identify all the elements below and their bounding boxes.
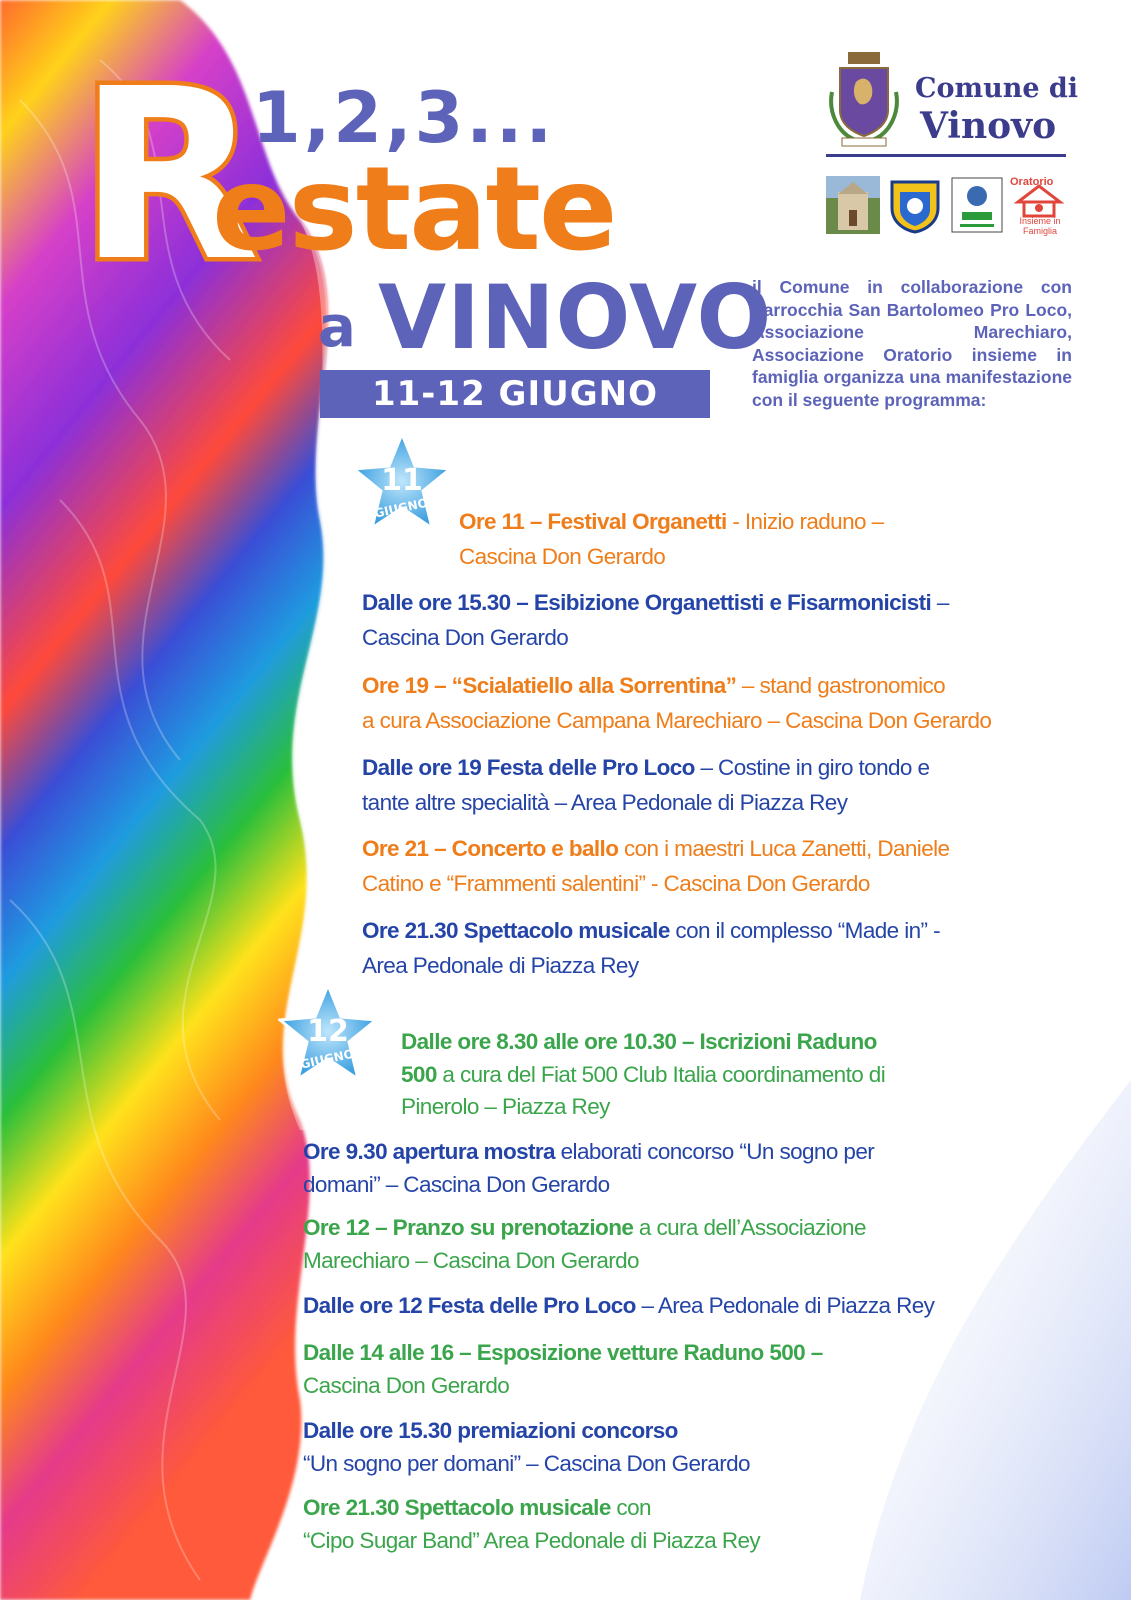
title-estate: estate <box>212 142 616 277</box>
event-festa-pro-loco-2: Dalle ore 12 Festa delle Pro Loco – Area Pedonale di Piazza Rey <box>303 1293 935 1318</box>
event-premiazioni: Dalle ore 15.30 premiazioni concorso “Un sogno per domani” – Cascina Don Gerardo <box>303 1418 750 1476</box>
oratorio-subtitle: Insieme in Famiglia <box>1019 216 1061 236</box>
gruppo-alpini-logo-icon <box>950 176 1004 234</box>
title-vinovo: VINOVO <box>378 266 773 369</box>
event-festa-pro-loco: Dalle ore 19 Festa delle Pro Loco – Costine in giro tondo e tante altre specialità – Area Pedonale di Piazza Rey <box>362 755 930 815</box>
event-spettacolo-made-in: Ore 21.30 Spettacolo musicale con il complesso “Made in” - Area Pedonale di Piazza Rey <box>362 918 940 978</box>
day-11-month: GIUGNO <box>373 495 430 521</box>
title-counting: 1,2,3... <box>252 77 556 159</box>
day-12-star-icon <box>278 983 378 1083</box>
event-scialatiello: Ore 19 – “Scialatiello alla Sorrentina” – stand gastronomico a cura Associazione Campana Marechiaro – Cascina Don Gerardo <box>362 673 992 733</box>
date-banner: 11-12 GIUGNO 2022 <box>320 370 710 418</box>
comune-label: Comune di <box>915 73 1079 104</box>
event-esposizione-vetture: Dalle 14 alle 16 – Esposizione vetture Raduno 500 – Cascina Don Gerardo <box>303 1340 823 1398</box>
event-festival-organetti: Ore 11 – Festival Organetti - Inizio raduno – Cascina Don Gerardo <box>459 509 884 569</box>
event-esibizione: Dalle ore 15.30 – Esibizione Organettisti e Fisarmonicisti – Cascina Don Gerardo <box>362 590 949 650</box>
day-11-number: 11 <box>381 463 423 498</box>
church-photo-icon <box>826 176 880 234</box>
pro-loco-crest-icon <box>888 176 942 234</box>
day-11-star-icon <box>352 432 452 532</box>
comune-crest-icon <box>826 52 902 148</box>
event-apertura-mostra: Ore 9.30 apertura mostra elaborati concorso “Un sogno per domani” – Cascina Don Gerardo <box>303 1139 875 1197</box>
title-a: a <box>318 295 356 360</box>
intro-paragraph: il Comune in collaborazione con Parrocchia San Bartolomeo Pro Loco, Associazione Marechiaro, Associazione Oratorio insieme in famiglia organizza una manifestazione con il seguente programma: <box>752 277 1072 410</box>
event-cipo-sugar-band: Ore 21.30 Spettacolo musicale con “Cipo Sugar Band” Area Pedonale di Piazza Rey <box>303 1495 761 1553</box>
day-12-number: 12 <box>307 1014 349 1049</box>
event-pranzo: Ore 12 – Pranzo su prenotazione a cura dell’Associazione Marechiaro – Cascina Don Gerardo <box>303 1215 866 1273</box>
day-12-month: GIUGNO <box>299 1046 356 1072</box>
oratorio-label: Oratorio <box>1010 176 1054 188</box>
comune-name: Vinovo <box>920 105 1057 147</box>
event-iscrizioni-raduno: Dalle ore 8.30 alle ore 10.30 – Iscrizioni Raduno 500 a cura del Fiat 500 Club Italia coordinamento di Pinerolo – Piazza Rey <box>401 1029 886 1119</box>
title-letter-r: R <box>78 38 256 313</box>
event-concerto-ballo: Ore 21 – Concerto e ballo con i maestri Luca Zanetti, Daniele Catino e “Frammenti salentini” - Cascina Don Gerardo <box>362 836 950 896</box>
divider <box>826 154 1066 157</box>
